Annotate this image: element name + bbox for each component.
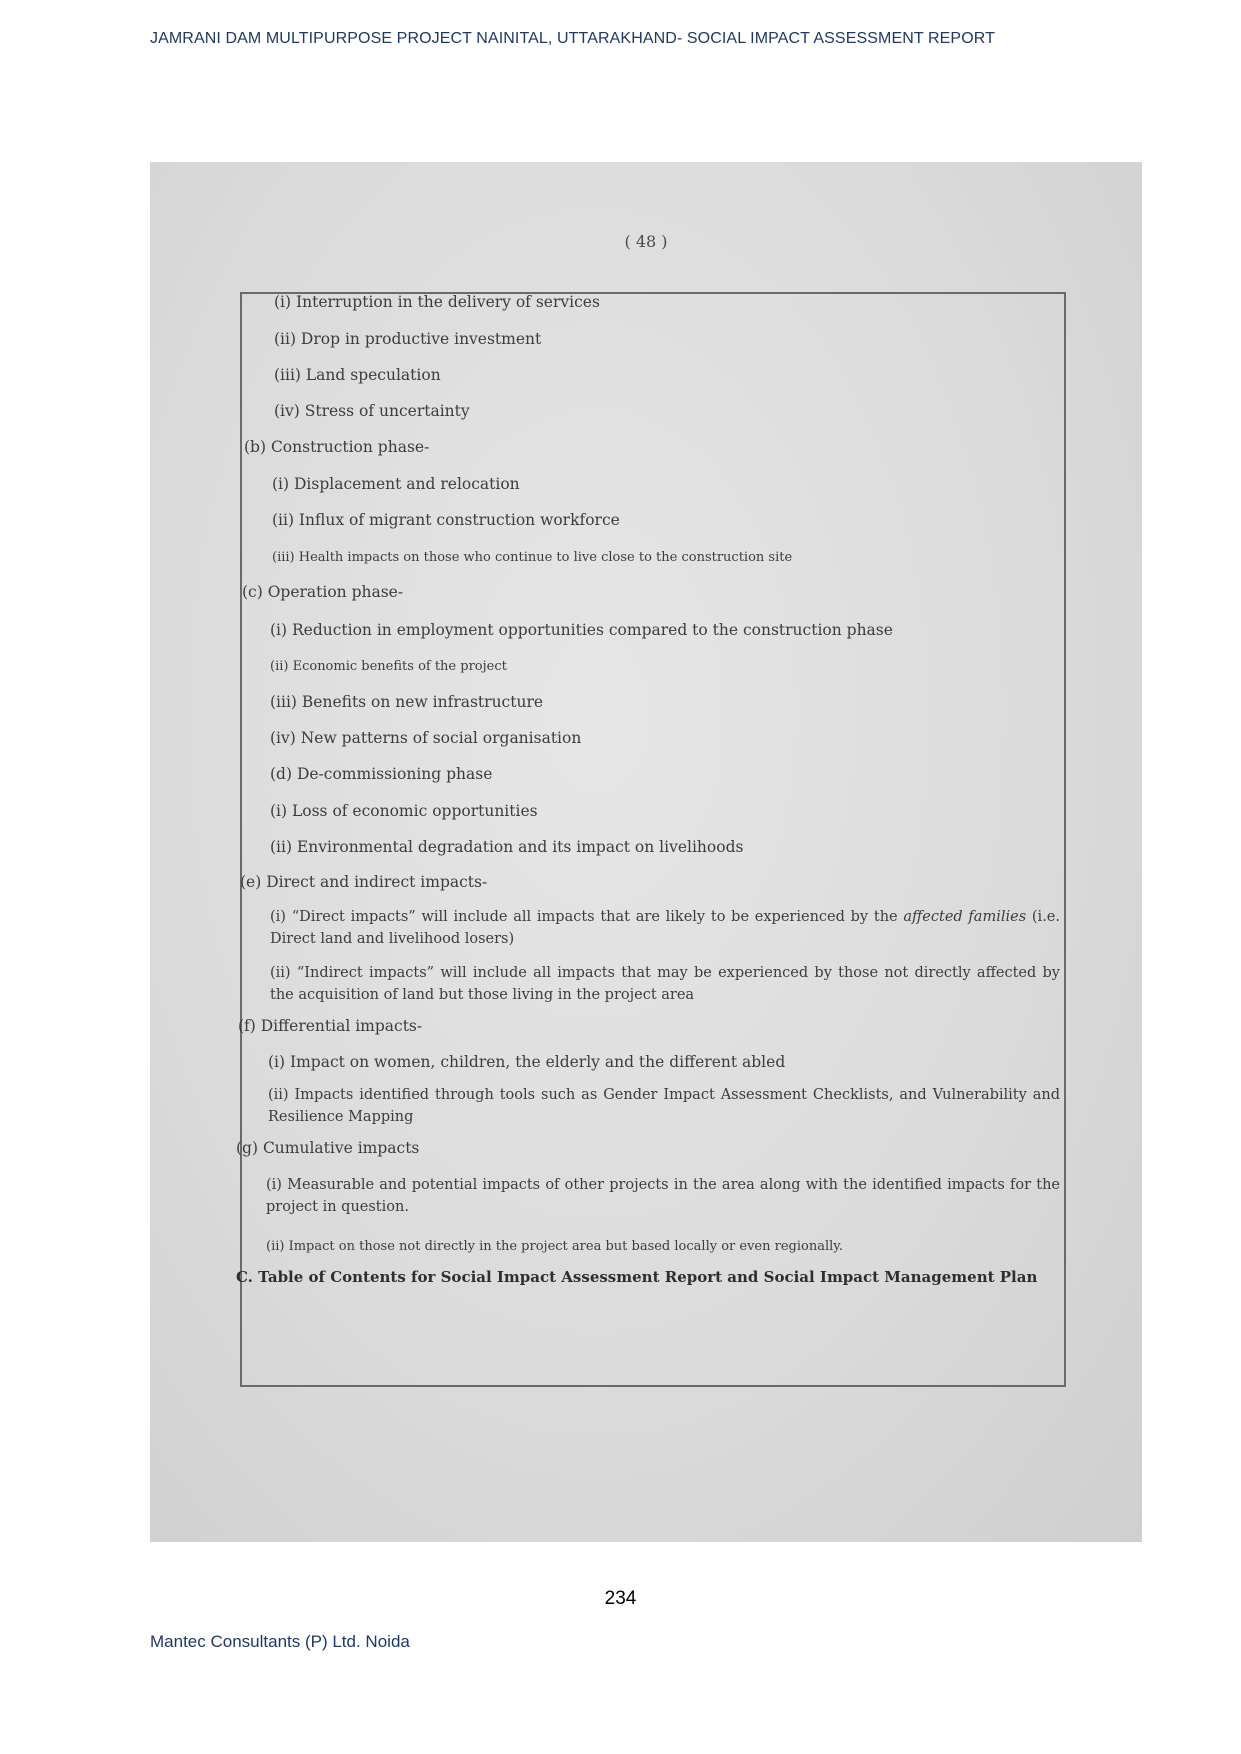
running-header: JAMRANI DAM MULTIPURPOSE PROJECT NAINITAL, UTTARAKHAND- SOCIAL IMPACT ASSESSMENT REPORT bbox=[150, 30, 995, 47]
list-item: (iii) Health impacts on those who continue to live close to the construction site bbox=[272, 550, 793, 565]
section-heading: (b) Construction phase- bbox=[244, 438, 430, 456]
scan-page-label: ( 48 ) bbox=[624, 232, 668, 251]
section-heading: (g) Cumulative impacts bbox=[236, 1139, 420, 1157]
cumulative-impacts-paragraph: (i) Measurable and potential impacts of other projects in the area along with the identified impacts for the project in question. bbox=[266, 1177, 1060, 1215]
list-item: (i) Interruption in the delivery of services bbox=[274, 293, 600, 311]
list-item: (i) Reduction in employment opportunities compared to the construction phase bbox=[270, 621, 893, 639]
list-item: (ii) Impact on those not directly in the project area but based locally or even regionally. bbox=[266, 1239, 844, 1254]
table-of-contents-heading: C. Table of Contents for Social Impact Assessment Report and Social Impact Management Plan bbox=[236, 1268, 1038, 1286]
list-item: (ii) Drop in productive investment bbox=[274, 330, 542, 348]
list-item: (iii) Benefits on new infrastructure bbox=[270, 693, 544, 711]
list-item: (ii) Economic benefits of the project bbox=[270, 659, 507, 674]
list-item: (iii) Land speculation bbox=[274, 366, 441, 384]
list-item: (i) Impact on women, children, the elderly and the different abled bbox=[268, 1053, 786, 1071]
differential-impacts-paragraph: (ii) Impacts identified through tools such as Gender Impact Assessment Checklists, and Vulnerability and Resilience Mapping bbox=[268, 1087, 1060, 1125]
list-item: (i) Displacement and relocation bbox=[272, 475, 520, 493]
list-item: (i) Loss of economic opportunities bbox=[270, 802, 538, 820]
list-item: (ii) Influx of migrant construction workforce bbox=[272, 511, 620, 529]
direct-impacts-paragraph: (i) “Direct impacts” will include all impacts that are likely to be experienced by the affected families (i.e. Direct land and livelihood losers) bbox=[270, 909, 1060, 947]
section-heading: (d) De-commissioning phase bbox=[270, 765, 493, 783]
list-item: (ii) Environmental degradation and its impact on livelihoods bbox=[270, 838, 744, 856]
scanned-page bbox=[150, 162, 1142, 1542]
section-heading: (e) Direct and indirect impacts- bbox=[240, 873, 488, 891]
list-item: (iv) Stress of uncertainty bbox=[274, 402, 470, 420]
scan-text-block bbox=[150, 162, 1142, 1542]
footer-company: Mantec Consultants (P) Ltd. Noida bbox=[150, 1632, 410, 1651]
page-number: 234 bbox=[604, 1588, 637, 1609]
indirect-impacts-paragraph: (ii) “Indirect impacts” will include all impacts that may be experienced by those not directly affected by the acquisition of land but those living in the project area bbox=[270, 965, 1060, 1003]
section-heading: (c) Operation phase- bbox=[242, 583, 404, 601]
list-item: (iv) New patterns of social organisation bbox=[270, 729, 582, 747]
section-heading: (f) Differential impacts- bbox=[238, 1017, 423, 1035]
